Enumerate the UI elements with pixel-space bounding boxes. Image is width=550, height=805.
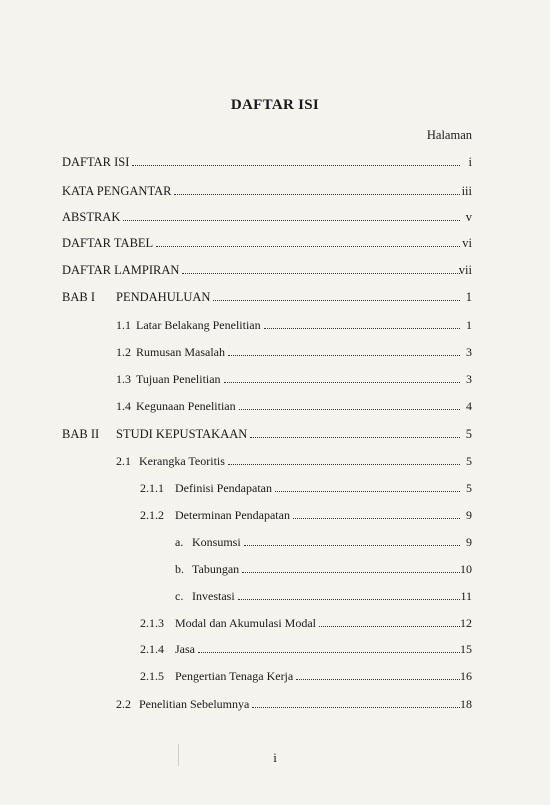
- toc-page: iii: [461, 184, 472, 198]
- page-number: i: [273, 750, 277, 765]
- toc-subsection-entry: [140, 508, 472, 524]
- toc-page: 15: [460, 642, 472, 656]
- toc-number: a.: [175, 535, 184, 549]
- toc-number: 2.1.5: [140, 669, 164, 683]
- toc-number: 1.4: [116, 399, 131, 413]
- toc-leader: [242, 562, 460, 573]
- toc-number: b.: [175, 562, 184, 576]
- toc-label: Konsumsi: [192, 535, 241, 549]
- toc-label: Penelitian Sebelumnya: [139, 697, 250, 711]
- toc-leader: [132, 155, 460, 166]
- toc-section-entry: [116, 345, 472, 361]
- toc-label: DAFTAR ISI: [62, 155, 130, 169]
- toc-label: KATA PENGANTAR: [62, 184, 172, 198]
- toc-label: Modal dan Akumulasi Modal: [175, 616, 316, 630]
- toc-number: 2.2: [116, 697, 131, 711]
- toc-label: Kerangka Teoritis: [139, 454, 225, 468]
- toc-page: vii: [458, 263, 472, 277]
- toc-label: PENDAHULUAN: [116, 290, 211, 304]
- toc-label: STUDI KEPUSTAKAAN: [116, 427, 248, 441]
- toc-leader: [228, 454, 460, 465]
- toc-label: Tabungan: [192, 562, 240, 576]
- toc-page: 5: [466, 481, 472, 495]
- toc-page: 12: [460, 616, 472, 630]
- toc-leader: [198, 642, 460, 653]
- toc-page: v: [465, 210, 472, 224]
- toc-leader: [174, 184, 460, 195]
- toc-section-entry: [116, 372, 472, 388]
- toc-label: Rumusan Masalah: [136, 345, 225, 359]
- toc-leader: [228, 345, 460, 356]
- toc-number: c.: [175, 589, 184, 603]
- toc-chapter-entry: [62, 427, 472, 443]
- toc-section-entry: [116, 399, 472, 415]
- toc-subsection-entry: [140, 481, 472, 497]
- toc-page: 9: [466, 508, 472, 522]
- toc-entry: [62, 210, 472, 226]
- toc-page: 1: [466, 318, 472, 332]
- toc-leader: [156, 236, 460, 247]
- toc-leader: [123, 210, 460, 221]
- toc-page: 3: [466, 345, 472, 359]
- toc-section-entry: [116, 454, 472, 470]
- toc-entry: [62, 263, 472, 279]
- toc-number: 2.1.4: [140, 642, 164, 656]
- toc-entry: [62, 184, 472, 200]
- toc-label: Investasi: [192, 589, 235, 603]
- toc-item-entry: [175, 535, 472, 551]
- toc-number: BAB II: [62, 427, 100, 441]
- toc-page: i: [468, 155, 472, 169]
- toc-leader: [213, 290, 460, 301]
- toc-page: 11: [460, 589, 472, 603]
- toc-page: 3: [466, 372, 472, 386]
- toc-label: Tujuan Penelitian: [136, 372, 221, 386]
- toc-number: 1.2: [116, 345, 131, 359]
- toc-entry: [62, 236, 472, 252]
- toc-leader: [239, 399, 460, 410]
- page-column-header: Halaman: [426, 128, 472, 142]
- toc-label: Determinan Pendapatan: [175, 508, 290, 522]
- toc-label: DAFTAR TABEL: [62, 236, 154, 250]
- toc-leader: [182, 263, 460, 274]
- toc-label: Kegunaan Penelitian: [136, 399, 236, 413]
- toc-page: 10: [460, 562, 472, 576]
- toc-leader: [244, 535, 460, 546]
- toc-subsection-entry: [140, 616, 472, 632]
- toc-page: 1: [465, 290, 472, 304]
- page-title: DAFTAR ISI: [230, 97, 320, 113]
- toc-number: 1.3: [116, 372, 131, 386]
- toc-leader: [252, 697, 460, 708]
- toc-label: Latar Belakang Penelitian: [136, 318, 261, 332]
- toc-page: 4: [466, 399, 472, 413]
- toc-label: Pengertian Tenaga Kerja: [175, 669, 294, 683]
- toc-number: 2.1.2: [140, 508, 164, 522]
- toc-entry: [62, 155, 472, 171]
- toc-page: 18: [460, 697, 472, 711]
- toc-page: 16: [460, 669, 472, 683]
- toc-leader: [224, 372, 460, 383]
- toc-label: DAFTAR LAMPIRAN: [62, 263, 180, 277]
- toc-page: 5: [465, 427, 472, 441]
- toc-leader: [293, 508, 460, 519]
- toc-section-entry: [116, 697, 472, 713]
- toc-number: 1.1: [116, 318, 131, 332]
- toc-number: 2.1.1: [140, 481, 164, 495]
- toc-label: Definisi Pendapatan: [175, 481, 272, 495]
- toc-leader: [250, 427, 460, 438]
- toc-leader: [275, 481, 460, 492]
- toc-label: ABSTRAK: [62, 210, 121, 224]
- toc-leader: [264, 318, 460, 329]
- toc-leader: [296, 669, 460, 680]
- toc-item-entry: [175, 589, 472, 605]
- toc-number: BAB I: [62, 290, 95, 304]
- toc-item-entry: [175, 562, 472, 578]
- toc-leader: [319, 616, 460, 627]
- toc-page: vi: [462, 236, 472, 250]
- toc-number: 2.1: [116, 454, 131, 468]
- toc-page: 5: [466, 454, 472, 468]
- toc-section-entry: [116, 318, 472, 334]
- toc-subsection-entry: [140, 669, 472, 685]
- toc-number: 2.1.3: [140, 616, 164, 630]
- toc-subsection-entry: [140, 642, 472, 658]
- toc-chapter-entry: [62, 290, 472, 306]
- toc-page: 9: [466, 535, 472, 549]
- toc-label: Jasa: [175, 642, 195, 656]
- toc-leader: [238, 589, 460, 600]
